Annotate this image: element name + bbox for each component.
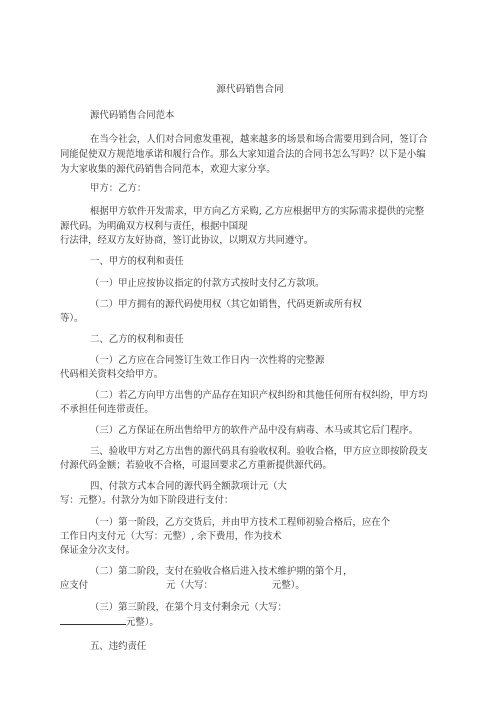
section-2-item-2-line-2: 不承担任何连带责任。 <box>60 404 154 415</box>
stage-1-line-2: 工作日内支付元（大写：元整）, 余下费用，作为技术 <box>60 531 282 542</box>
section-3-line-1: 三、验收甲方对乙方出售的源代码具有验收权利。验收合格，甲方应立即按阶段支 <box>90 446 428 457</box>
preamble-line-3: 行法律，经双方友好协商，签订此协议，以期双方共同遵守。 <box>60 235 314 246</box>
stage-1-line-3: 保证金分次支付。 <box>60 545 136 556</box>
section-1-heading: 一、甲方的权利和责任 <box>90 256 184 267</box>
section-1-item-2-line-1: （二）甲方拥有的源代码使用权（其它如销售，代码更新或所有权 <box>90 299 362 310</box>
stage-3-line-2 <box>60 616 159 629</box>
stage-3-line-1: （三）第三阶段，在第个月支付剩余元（大写： <box>90 602 287 613</box>
section-1-item-1: （一）甲止应按协议指定的付款方式按时支付乙方款项。 <box>90 278 325 289</box>
stage-2-line-1: （二）第二阶段，支付在验收合格后进入技术维护期的第个月， <box>90 566 353 577</box>
section-2-item-1-line-1: （一）乙方应在合同签订生效工作日内一次性将的完整源 <box>90 355 325 366</box>
document-title: 源代码销售合同 <box>216 84 284 95</box>
section-3-line-2: 付源代码金额；若验收不合格，可退回要求乙方重新提供源代码。 <box>60 460 332 471</box>
stage-2-col-2: 元（大写： <box>166 580 213 591</box>
document-subtitle: 源代码销售合同范本 <box>90 110 175 121</box>
preamble-line-1: 根据甲方软件开发需求，甲方向乙方采购, 乙方应根据甲方的实际需求提供的完整 <box>90 206 425 217</box>
intro-line-2: 同能促使双方规范地承诺和履行合作。那么大家知道合法的合同书怎么写吗？以下是小编 <box>60 149 426 160</box>
section-4-line-1: 四、付款方式本合同的源代码全额款项计元（大 <box>90 481 287 492</box>
fill-in-blank <box>60 616 126 625</box>
section-4-line-2: 写：元整）。付款分为如下阶段进行支付： <box>60 495 234 506</box>
section-5-heading: 五、违约责任 <box>90 641 147 652</box>
intro-line-3: 为大家收集的源代码销售合同范本，欢迎大家分享。 <box>60 164 276 175</box>
stage-1-line-1: （一）第一阶段，乙方交货后，并由甲方技术工程师初验合格后，应在个 <box>90 517 391 528</box>
stage-3-line-2-text: 元整）。 <box>126 617 159 628</box>
preamble-line-2: 源代码。为明确双方权利与责任，根据中国现 <box>60 221 248 232</box>
parties-line: 甲方：乙方： <box>90 183 147 194</box>
intro-line-1: 在当今社会，人们对合同愈发重视，越来越多的场景和场合需要用到合同，签订合 <box>90 134 428 145</box>
stage-2-col-1: 应支付 <box>60 580 89 591</box>
section-2-heading: 二、乙方的权利和责任 <box>90 334 184 345</box>
stage-2-col-3: 元整）。 <box>272 580 305 591</box>
section-2-item-3: （三）乙方保证在所出售给甲方的软件产品中没有病毒、木马或其它后门程序。 <box>90 425 419 436</box>
section-2-item-2-line-1: （二）若乙方向甲方出售的产品存在知识产权纠纷和其他任何所有权纠纷，甲方均 <box>90 390 428 401</box>
section-2-item-1-line-2: 代码相关资料交给甲方。 <box>60 369 164 380</box>
section-1-item-2-line-2: 等）。 <box>60 313 84 324</box>
